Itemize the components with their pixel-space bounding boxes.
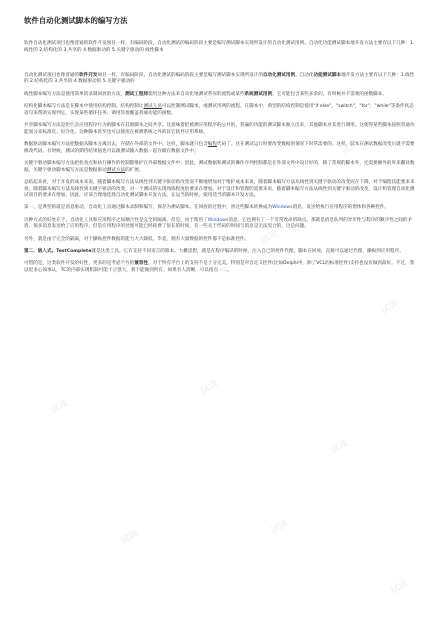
body-paragraph [24, 180, 418, 200]
text-run: 第二、嵌入式。 [24, 248, 57, 254]
body-paragraph [24, 249, 418, 256]
text-run: 另外，就是由于完全的隔离，对于操纵控件数据的能力大大降低。毕竟，拥有大量数据的控件都不是标准控件。 [24, 236, 250, 242]
body-paragraph [24, 205, 418, 212]
body-paragraph [24, 237, 418, 244]
text-run: 消息，发送给执行应用程序的窗体和各种控件。 [292, 205, 390, 211]
text-run: 消息，它也拥有了一个非常致命的缺点。那就是消息队列的异步性与程序的顺序性之间的矛盾。很多消息发送给了应用程序，但是应用程序的处理可能已经耗费了很长的时间，有一些关于代码的时间与消息是无法契合的，这是问题。 [24, 217, 413, 230]
text-run: 使用这种方法来自动化地测试系统的流程或某些 [148, 91, 245, 97]
text-run: 共享脚本编写方法是把代表应用程序行为的脚本在其他脚本之间共享。这意味着把被测应用程序的公共的、普遍的功能的测试脚本独立出来，其他脚本对其进行调用。这使得某些脚本按照普通功能划分来标准化、组件化。这种脚本甚至也可以使用在被测系统之外的其它软件应用系统。 [24, 122, 415, 135]
watermark-text: 试读 [389, 578, 411, 597]
text-run: 兼容性 [134, 261, 149, 267]
text-run: 项目一样，有编码阶段，自动化测试的编码阶段主要是编写测试脚本实现所设计的 [97, 72, 263, 78]
inline-link[interactable]: Windows [207, 217, 229, 223]
inline-link[interactable]: Windows [272, 205, 293, 211]
document-title: 软件自动化测试脚本的编写方法 [24, 16, 128, 25]
text-run: 这种方式的好处在于，自动化工具和应用程序之间耦合性是完全的隔离。但是，由于使用了 [24, 217, 208, 223]
text-run: 可惜的是，这类软件开发的好性，更多的是考虑平台的 [24, 261, 135, 267]
watermark-text: 试读 [269, 518, 291, 537]
watermark-text: 试读 [119, 528, 141, 547]
text-run: 自动化测试项目也像普通的 [24, 72, 80, 78]
text-run: 关键字驱动脚本编写方法把检查点和执行操作的控制都维护在外部数据文件中。因此，测试数据和测试的操作序列控制都是在外部文件中设计好的，除了常规的脚本外，还需要额外的库来翻译数据。关键字驱动脚本编写方法是数据驱动 [24, 160, 415, 173]
text-run: 总结起来看，对于开发的成本来说，随着脚本编写方法从线性到关键字驱动的改变而不断地增加对于维护成本来说，随着脚本编写方法从线性到关键字驱动的改变而在下降，对于编程技能要求来说，随着脚本编写方法从线性到关键字驱动的改变，对一个测试的实现熟练程度的要求在增加。对于设计和管理的需要来说，随着脚本编写方法从线性到关键字驱动的改变，设计和管理自动化测试项目的要求在增加。因此，应该合理地选择自动化测试脚本开发方法，在运当的时候，使用适当的脚本开发方法。 [24, 179, 415, 199]
text-run: 可以控制测试脚本，或测试用例的流程。在脚本中，典型的结构控制是使用"if else"，"switch"，"for"，"while"等条件状态语句来帮助实现判定、实现某些循环任务、调用其他覆盖普通功能的函数。 [24, 103, 414, 116]
body-paragraph [24, 73, 418, 87]
inline-link[interactable]: 测试方法 [106, 167, 126, 173]
text-run: 系统测试用例 [244, 91, 273, 97]
watermark-text: 试读 [329, 438, 351, 457]
document-body [24, 73, 418, 275]
watermark-text: 试读 [199, 88, 221, 107]
inline-link[interactable]: 编程 [207, 141, 217, 147]
watermark-text: 试读 [109, 258, 131, 277]
text-run: TestComplete [56, 248, 92, 254]
body-paragraph [24, 261, 418, 275]
text-run: 。自动化 [295, 72, 314, 78]
watermark-text: 试读 [59, 118, 81, 137]
text-run: 就是这类工具。它有支持不同语言的版本。大概思想，就是在程序编译的时候，注入自己的控件代理。脚本在回放，直接可以通过代理，操纵到应用程序。 [91, 248, 404, 254]
text-run: 的扩展。 [125, 167, 144, 173]
watermark-text: 试读 [339, 138, 361, 157]
text-run: 功能测试脚本 [313, 72, 342, 78]
text-run: 地开发方法主要有以下几种：1.线性的 2.结构化的 3.共享的 4.数据驱动的 5.关键字驱动的 [24, 72, 415, 85]
body-paragraph [24, 218, 418, 232]
body-paragraph [24, 104, 418, 118]
watermark-text: 试读 [49, 398, 71, 417]
text-run: 自动化测试用例 [262, 72, 296, 78]
intro-paragraph: 软件自动化测试项目也像普通的软件开发项目一样，有编码阶段，自动化测试的编码阶段主要是编写测试脚本实现所设计的自动化测试用例。自动化功能测试脚本地开发方法主要有以下几种：1.线性的 2.结构化的 3.共享的 4.数据驱动的 5.关键字驱动的 线性脚本 [24, 41, 415, 53]
body-paragraph [24, 142, 418, 156]
inline-link[interactable]: 测试人员 [143, 103, 162, 109]
body-paragraph [24, 161, 418, 175]
text-run: 线性脚本编写方法是使用简单的录制回放的方法， [24, 91, 126, 97]
body-paragraph [24, 92, 418, 99]
text-run: 代码了。这在测试运行时要改变数据的情况下时常需要的。这样，脚本在测试数据改变后就不需要修改代码。有时候，测试的期待结果值也可以跟测试输入数据一起存储在数据文件中。 [24, 141, 415, 154]
text-run: 测试工程师 [125, 91, 149, 97]
watermark-text: 试读 [259, 228, 281, 247]
body-paragraph [24, 123, 418, 137]
text-run: 数据驱动脚本编写方法把数据从脚本分离出去，存储在外部的文件中。这样，脚本就只包含 [24, 141, 208, 147]
text-run: 。对于特有平台上的支持不是十分完美。特别是对自定义控件(比如Delphi中，除了VCL的标准控件)支持也没有做到最好。不过，我以里多心领承认，TC的内部实现机制可能十分强大，我不能做到所有。如果有人清晰，可以指点一二。 [24, 261, 415, 273]
text-run: 第一、是典型的就是消息驱动，自动化工具通过脚本录制和编写，保存为测试脚本。在回放的过程中，将这些脚本转换成为 [24, 205, 273, 211]
text-run: 软件开发 [79, 72, 98, 78]
watermark-text: 试读 [199, 378, 221, 397]
watermark-text: 试读 [379, 298, 401, 317]
text-run: 结构化脚本编写方法是在脚本中使用结构控制。结构控制让 [24, 103, 144, 109]
text-run: 。它可能包含某些多余的、有时候并不需要的函数脚本。 [272, 91, 387, 97]
